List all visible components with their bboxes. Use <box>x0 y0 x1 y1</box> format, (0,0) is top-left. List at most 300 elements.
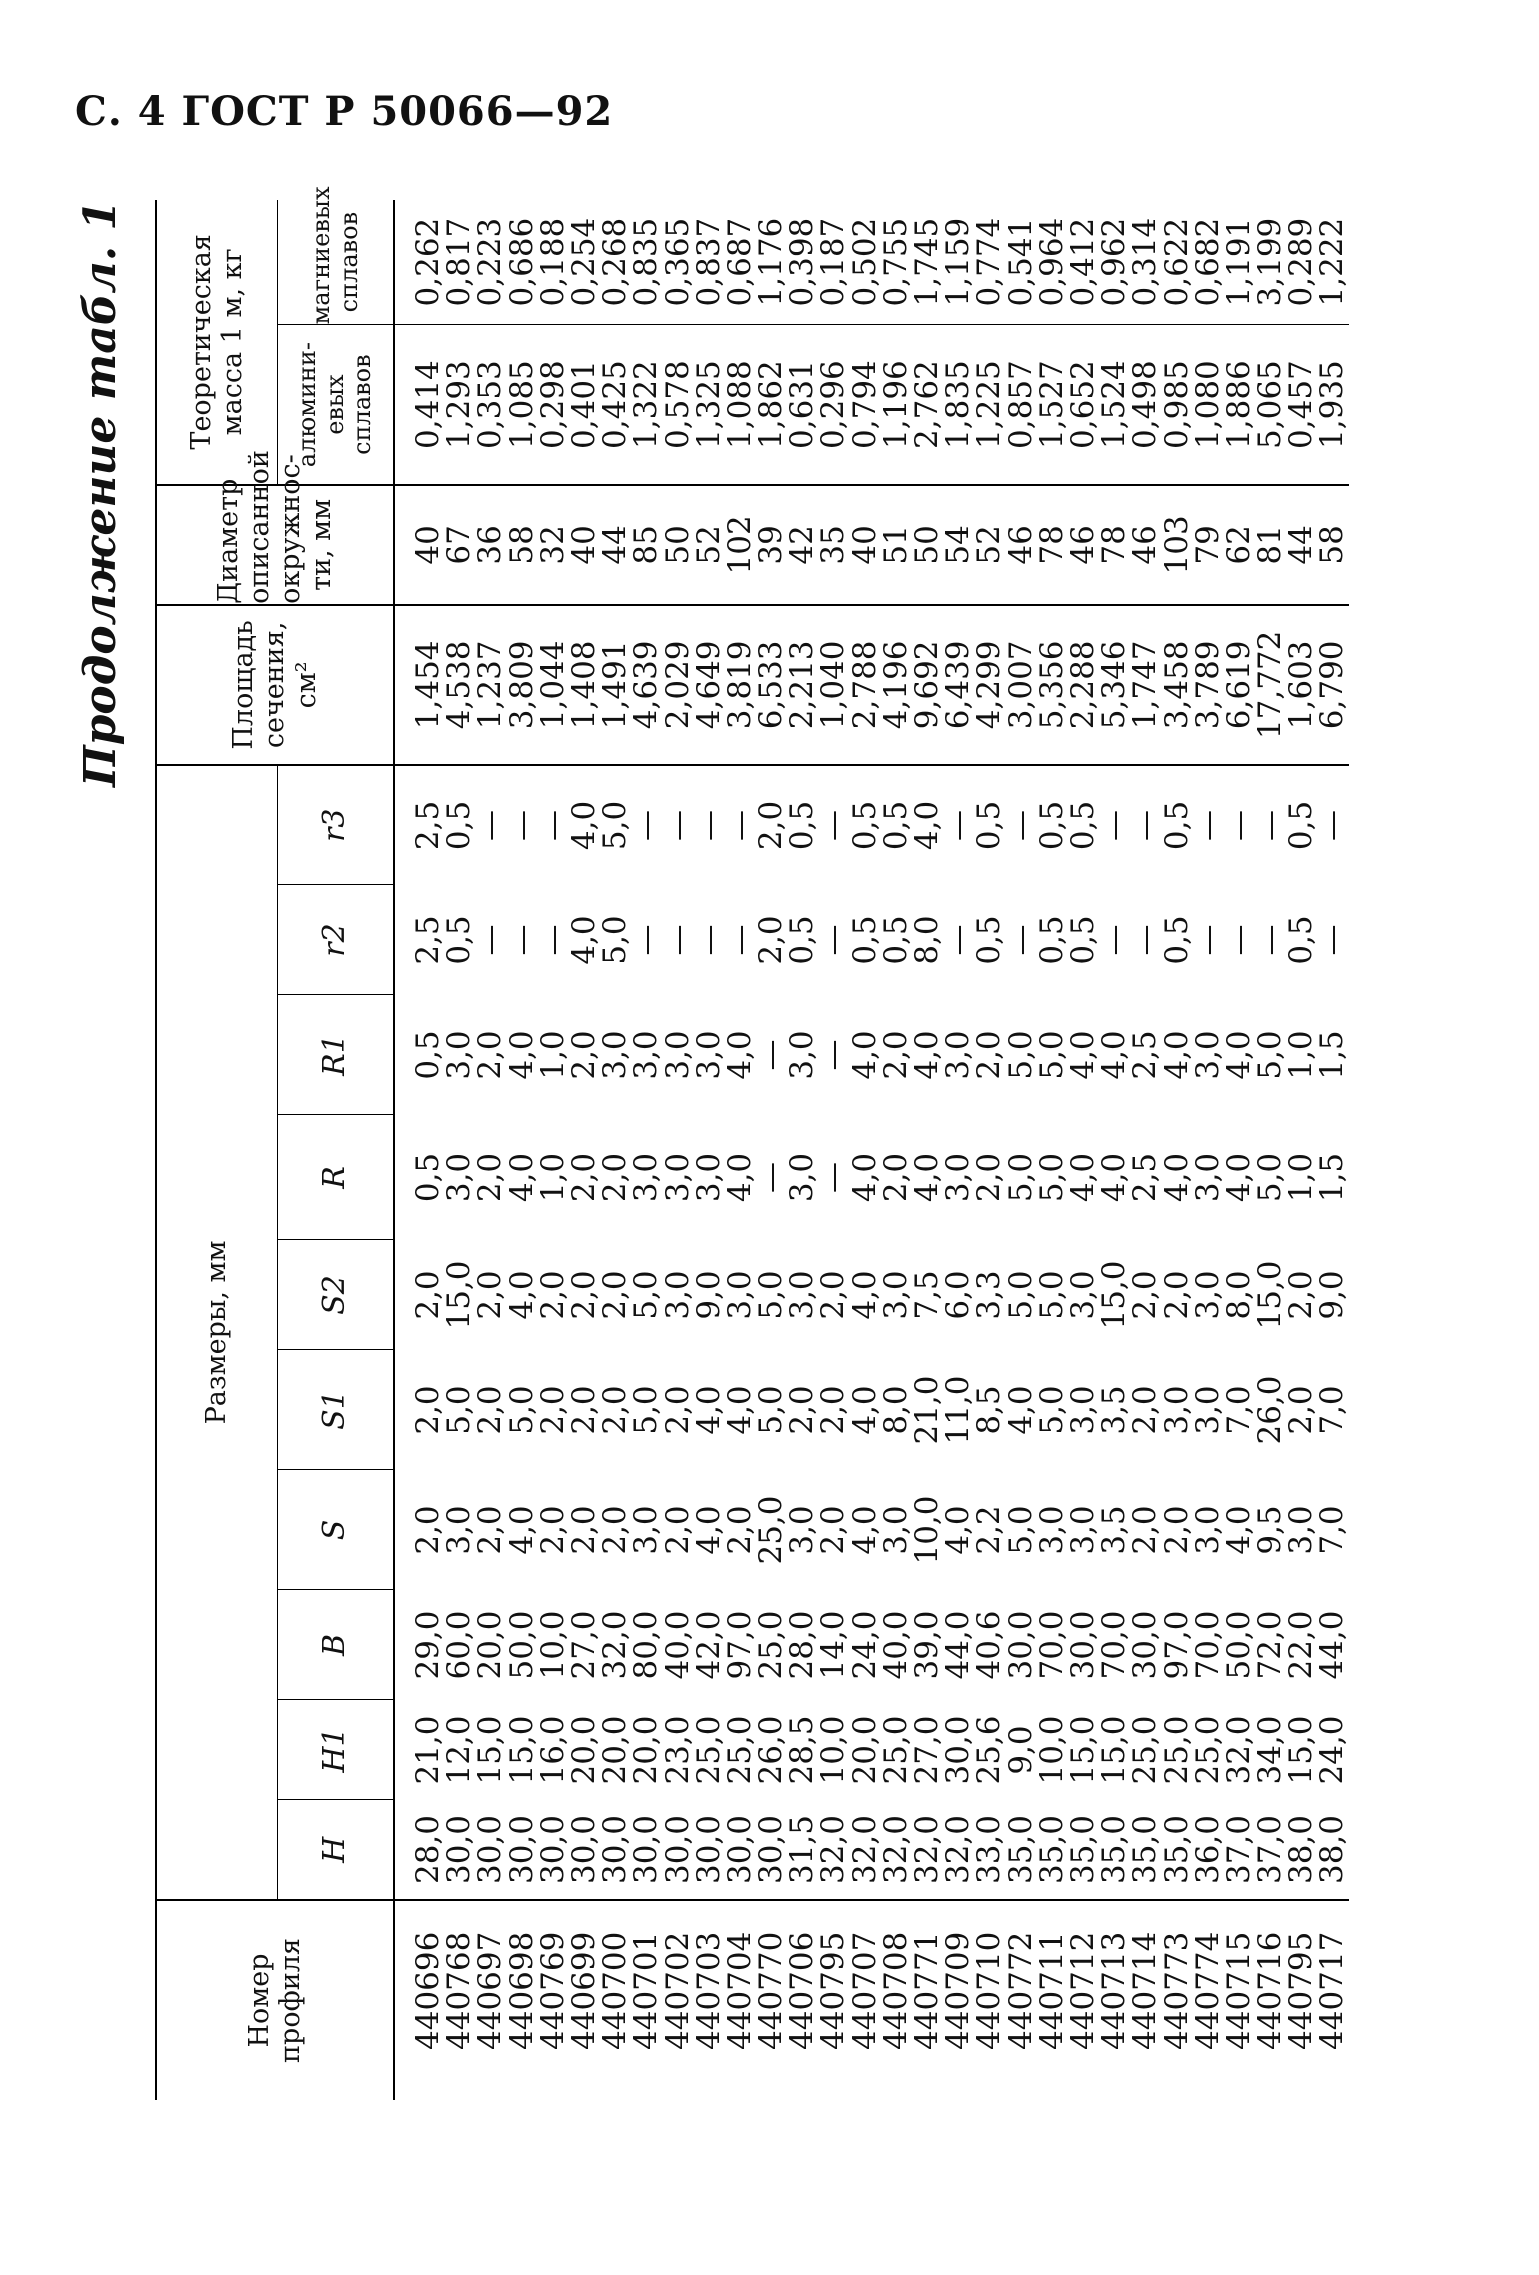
table-cell: 3,0 <box>784 1152 821 1203</box>
header-S1: S1 <box>278 1350 395 1470</box>
table-cell: 5,0 <box>1002 1030 1039 1080</box>
table-cell: 0,5 <box>1283 915 1320 965</box>
table-cell: 21,0 <box>909 1375 945 1445</box>
table-cell: 5,0 <box>1002 1270 1039 1320</box>
table-cell: 440701 <box>628 1931 665 2050</box>
table-cell: 38,0 <box>1314 1814 1351 1885</box>
table-cell: 27,0 <box>909 1715 945 1785</box>
table-cell: 5,0 <box>1033 1152 1070 1203</box>
table-cell: 2,0 <box>410 1505 446 1555</box>
table-cell: 25,0 <box>877 1715 914 1785</box>
table-cell: 2,0 <box>815 1385 852 1435</box>
table-cell: 3,0 <box>1033 1505 1070 1555</box>
table-cell: 3,0 <box>1189 1505 1226 1555</box>
table-cell: 5,356 <box>1033 640 1070 730</box>
table-cell: 4,0 <box>1158 1030 1195 1080</box>
table-cell: 2,0 <box>565 1270 602 1320</box>
table-cell: — <box>1252 924 1289 956</box>
table-cell: 40,0 <box>877 1610 914 1680</box>
table-cell: 97,0 <box>721 1610 758 1680</box>
table-cell: 4,0 <box>1220 1030 1257 1080</box>
table-cell: 39,0 <box>909 1610 945 1680</box>
table-cell: 51 <box>877 525 914 565</box>
table-cell: 25,0 <box>721 1715 758 1785</box>
table-cell: 440769 <box>534 1931 571 2050</box>
table-cell: 3,5 <box>1096 1505 1133 1555</box>
table-cell: 52 <box>971 525 1008 565</box>
table-cell: 3,789 <box>1189 640 1226 730</box>
table-cell: 440768 <box>441 1931 478 2050</box>
header-H: H <box>278 1800 395 1900</box>
table-cell: — <box>721 924 758 956</box>
table-cell: 0,578 <box>659 360 696 449</box>
table-cell: 58 <box>503 525 540 565</box>
table-cell: 2,029 <box>659 640 696 730</box>
table-cell: 440795 <box>815 1931 852 2050</box>
table-cell: 1,5 <box>1314 1030 1351 1080</box>
table-cell: 0,652 <box>1064 360 1101 449</box>
table-cell: 30,0 <box>753 1814 790 1885</box>
table-cell: 4,0 <box>909 1030 945 1080</box>
table-cell: — <box>472 809 509 841</box>
table-cell: 1,176 <box>753 217 790 307</box>
table-cell: 2,0 <box>1158 1505 1195 1555</box>
table-cell: 440702 <box>659 1931 696 2050</box>
table-cell: 0,5 <box>441 800 478 851</box>
table-cell: 440699 <box>565 1931 602 2050</box>
table-cell: — <box>503 809 540 841</box>
table-cell: 3,199 <box>1252 217 1289 307</box>
table-cell: 4,196 <box>877 640 914 730</box>
table-cell: 440710 <box>971 1931 1008 2050</box>
table-cell: 3,0 <box>784 1030 821 1080</box>
column-S1 <box>394 1350 1349 1470</box>
table-cell: 0,631 <box>784 360 821 449</box>
table-cell: — <box>1127 924 1164 956</box>
table-cell: 46 <box>1002 525 1039 565</box>
table-cell: 4,0 <box>1158 1152 1195 1203</box>
table-cell: 4,0 <box>846 1270 883 1320</box>
table-cell: 6,533 <box>753 640 790 730</box>
table-cell: 2,0 <box>1283 1270 1320 1320</box>
table-cell: 36,0 <box>1189 1814 1226 1885</box>
column-R <box>394 1115 1349 1240</box>
table-cell: 3,0 <box>1158 1385 1195 1435</box>
table-cell: 2,5 <box>1127 1152 1164 1203</box>
table-cell: 0,5 <box>410 1030 446 1080</box>
table-cell: 2,0 <box>565 1505 602 1555</box>
table-cell: 17,772 <box>1252 630 1289 740</box>
table-cell: 3,0 <box>1064 1505 1101 1555</box>
table-cell: 1,322 <box>628 360 665 449</box>
column-H1 <box>394 1700 1349 1800</box>
table-cell: 0,425 <box>597 360 634 449</box>
header-dims: Размеры, мм <box>156 765 278 1900</box>
column-r3 <box>394 765 1349 885</box>
table-cell: 11,0 <box>940 1375 977 1445</box>
table-cell: 3,0 <box>1189 1030 1226 1080</box>
table-cell: 1,159 <box>940 217 977 307</box>
table-cell: 4,0 <box>565 800 602 851</box>
table-cell: 3,0 <box>659 1152 696 1203</box>
table-cell: 0,5 <box>1283 800 1320 851</box>
table-cell: 5,0 <box>597 800 634 851</box>
table-cell: 8,5 <box>971 1385 1008 1435</box>
table-cell: 9,0 <box>1002 1725 1039 1775</box>
table-cell: — <box>659 809 696 841</box>
table-cell: — <box>659 924 696 956</box>
table-cell: 50,0 <box>1220 1610 1257 1680</box>
table-cell: 440712 <box>1064 1931 1101 2050</box>
table-cell: 3,0 <box>940 1030 977 1080</box>
table-cell: 2,0 <box>815 1505 852 1555</box>
table-cell: 440711 <box>1033 1931 1070 2050</box>
table-cell: 2,0 <box>1158 1270 1195 1320</box>
table-cell: 5,0 <box>753 1385 790 1435</box>
table-cell: 5,0 <box>441 1385 478 1435</box>
table-cell: 2,0 <box>1127 1270 1164 1320</box>
table-cell: 440717 <box>1314 1931 1351 2050</box>
table-cell: 4,0 <box>1220 1152 1257 1203</box>
table-cell: 0,682 <box>1189 217 1226 307</box>
table-cell: 32,0 <box>597 1610 634 1680</box>
table-cell: 6,0 <box>940 1270 977 1320</box>
table-cell: 2,0 <box>659 1505 696 1555</box>
table-cell: 3,0 <box>690 1152 727 1203</box>
table-cell: 0,5 <box>1158 915 1195 965</box>
column-B <box>394 1590 1349 1700</box>
table-cell: 7,0 <box>1314 1385 1351 1435</box>
table-cell: 34,0 <box>1252 1715 1289 1785</box>
table-cell: 2,5 <box>410 800 446 851</box>
table-cell: 4,0 <box>846 1385 883 1435</box>
table-cell: 2,0 <box>659 1385 696 1435</box>
table-cell: 42,0 <box>690 1610 727 1680</box>
header-aluminium: алюмини-евых сплавов <box>278 325 395 485</box>
table-cell: 0,414 <box>410 360 446 449</box>
table-cell: 15,0 <box>1096 1260 1133 1330</box>
table-cell: 0,457 <box>1283 360 1320 449</box>
table-cell: 30,0 <box>659 1814 696 1885</box>
table-cell: 3,0 <box>659 1270 696 1320</box>
table-cell: 79 <box>1189 525 1226 565</box>
table-cell: 1,044 <box>534 640 571 730</box>
column-magnesium <box>394 200 1349 325</box>
table-cell: 35,0 <box>1158 1814 1195 1885</box>
table-cell: 3,0 <box>940 1152 977 1203</box>
table-cell: 103 <box>1158 515 1195 575</box>
table-cell: 4,0 <box>1096 1030 1133 1080</box>
table-cell: 0,188 <box>534 217 571 307</box>
table-cell: 3,458 <box>1158 640 1195 730</box>
table-cell: 0,541 <box>1002 217 1039 307</box>
table-cell: 36 <box>472 525 509 565</box>
table-cell: 0,498 <box>1127 360 1164 449</box>
table-cell: 29,0 <box>410 1610 446 1680</box>
table-cell: 3,0 <box>784 1505 821 1555</box>
table-cell: 31,5 <box>784 1814 821 1885</box>
table-cell: 33,0 <box>971 1814 1008 1885</box>
table-cell: 2,0 <box>472 1505 509 1555</box>
table-cell: 3,819 <box>721 640 758 730</box>
table-cell: 2,0 <box>472 1270 509 1320</box>
table-cell: 58 <box>1314 525 1351 565</box>
table-cell: 2,0 <box>877 1152 914 1203</box>
table-cell: 0,5 <box>1033 915 1070 965</box>
column-S2 <box>394 1240 1349 1350</box>
table-cell: 1,088 <box>721 360 758 449</box>
table-cell: 0,401 <box>565 360 602 449</box>
table-cell: 4,299 <box>971 640 1008 730</box>
table-cell: 5,0 <box>1002 1152 1039 1203</box>
table-cell: 0,296 <box>815 360 852 449</box>
table-cell: 2,0 <box>971 1152 1008 1203</box>
table-cell: 39 <box>753 525 790 565</box>
table-cell: 25,0 <box>753 1495 790 1565</box>
table-cell: 440703 <box>690 1931 727 2050</box>
header-r3: r3 <box>278 765 395 885</box>
table-cell: 37,0 <box>1252 1814 1289 1885</box>
table-cell: 0,254 <box>565 217 602 307</box>
table-cell: — <box>1220 924 1257 956</box>
table-cell: 26,0 <box>753 1715 790 1785</box>
table-cell: 26,0 <box>1252 1375 1289 1445</box>
table-cell: 1,935 <box>1314 360 1351 449</box>
table-cell: 0,314 <box>1127 217 1164 307</box>
table-cell: 1,0 <box>1283 1152 1320 1203</box>
table-cell: — <box>721 809 758 841</box>
table-cell: 0,817 <box>441 217 478 307</box>
header-area: Площадь сечения, см² <box>156 605 394 765</box>
table-cell: — <box>1314 809 1351 841</box>
table-cell: — <box>1314 924 1351 956</box>
table-cell: 20,0 <box>846 1715 883 1785</box>
column-diameter <box>394 485 1349 605</box>
header-magnesium: магниевых сплавов <box>278 200 395 325</box>
table-cell: 81 <box>1252 525 1289 565</box>
table-cell: 24,0 <box>846 1610 883 1680</box>
table-cell: 0,774 <box>971 217 1008 307</box>
table-cell: 70,0 <box>1096 1610 1133 1680</box>
table-cell: 21,0 <box>410 1715 446 1785</box>
table-cell: 2,0 <box>565 1152 602 1203</box>
table-cell: 0,5 <box>971 915 1008 965</box>
table-cell: 1,293 <box>441 360 478 449</box>
table-cell: 0,365 <box>659 217 696 307</box>
table-cell: — <box>1220 809 1257 841</box>
table-cell: — <box>1096 809 1133 841</box>
table-cell: 1,835 <box>940 360 977 449</box>
table-cell: 70,0 <box>1033 1610 1070 1680</box>
table-cell: 0,964 <box>1033 217 1070 307</box>
table-cell: 1,491 <box>597 640 634 730</box>
table-cell: 15,0 <box>441 1260 478 1330</box>
table-cell: — <box>940 809 977 841</box>
table-cell: 440770 <box>753 1931 790 2050</box>
table-cell: 15,0 <box>503 1715 540 1785</box>
table-cell: 0,298 <box>534 360 571 449</box>
table-cell: — <box>815 1039 852 1071</box>
table-cell: 30,0 <box>472 1814 509 1885</box>
table-cell: — <box>1096 924 1133 956</box>
column-r2 <box>394 885 1349 995</box>
table-cell: 4,0 <box>1064 1030 1101 1080</box>
table-cell: 5,065 <box>1252 360 1289 449</box>
table-cell: 8,0 <box>909 915 945 965</box>
table-cell: 1,747 <box>1127 640 1164 730</box>
table-cell: — <box>628 809 665 841</box>
table-cell: 0,686 <box>503 217 540 307</box>
table-cell: 14,0 <box>815 1610 852 1680</box>
table-cell: 6,439 <box>940 640 977 730</box>
table-cell: 2,0 <box>565 1030 602 1080</box>
table-cell: 40 <box>565 525 602 565</box>
table-cell: 2,762 <box>909 360 945 449</box>
table-cell: 30,0 <box>503 1814 540 1885</box>
column-profile <box>394 1900 1349 2100</box>
table-cell: 5,0 <box>597 915 634 965</box>
table-cell: 3,0 <box>441 1030 478 1080</box>
table-cell: 40,0 <box>659 1610 696 1680</box>
table-cell: 32,0 <box>909 1814 945 1885</box>
table-cell: — <box>1189 924 1226 956</box>
table-cell: 6,790 <box>1314 640 1351 730</box>
table-cell: 24,0 <box>1314 1715 1351 1785</box>
table-cell: 10,0 <box>1033 1715 1070 1785</box>
table-cell: 3,5 <box>1096 1385 1133 1435</box>
table-cell: 30,0 <box>565 1814 602 1885</box>
table-cell: 4,649 <box>690 640 727 730</box>
column-aluminium <box>394 325 1349 485</box>
continuation-title: Продолжение табл. 1 <box>75 200 126 787</box>
table-cell: 0,5 <box>1064 915 1101 965</box>
table-cell: 4,0 <box>503 1505 540 1555</box>
table-cell: 1,0 <box>1283 1030 1320 1080</box>
table-cell: 72,0 <box>1252 1610 1289 1680</box>
table-cell: 30,0 <box>534 1814 571 1885</box>
table-cell: 30,0 <box>690 1814 727 1885</box>
table-cell: 440714 <box>1127 1931 1164 2050</box>
table-cell: 440700 <box>597 1931 634 2050</box>
table-cell: 54 <box>940 525 977 565</box>
table-cell: 4,0 <box>940 1505 977 1555</box>
table-cell: 2,0 <box>971 1030 1008 1080</box>
table-cell: 5,0 <box>503 1385 540 1435</box>
table-cell: 0,5 <box>441 915 478 965</box>
table-cell: 2,2 <box>971 1505 1008 1555</box>
table-cell: 4,0 <box>909 800 945 851</box>
table-cell: 2,0 <box>534 1385 571 1435</box>
table-cell: 440713 <box>1096 1931 1133 2050</box>
table-cell: 2,0 <box>534 1505 571 1555</box>
column-H <box>394 1800 1349 1900</box>
table-cell: 15,0 <box>1064 1715 1101 1785</box>
table-cell: 0,794 <box>846 360 883 449</box>
profiles-table <box>155 186 1351 2100</box>
table-cell: 20,0 <box>597 1715 634 1785</box>
table-cell: 9,5 <box>1252 1505 1289 1555</box>
table-cell: 3,0 <box>877 1505 914 1555</box>
table-cell: 102 <box>721 515 758 575</box>
table-cell: 2,0 <box>1127 1385 1164 1435</box>
table-cell: 0,5 <box>784 915 821 965</box>
table-cell: 3,0 <box>690 1030 727 1080</box>
table-cell: — <box>628 924 665 956</box>
table-cell: 52 <box>690 525 727 565</box>
table-cell: 440772 <box>1002 1931 1039 2050</box>
table-cell: 5,0 <box>1033 1270 1070 1320</box>
table-cell: 3,0 <box>597 1030 634 1080</box>
table-cell: 3,0 <box>784 1270 821 1320</box>
table-cell: 3,0 <box>1283 1505 1320 1555</box>
table-cell: 46 <box>1127 525 1164 565</box>
table-cell: 10,0 <box>909 1495 945 1565</box>
table-cell: 440771 <box>909 1931 945 2050</box>
table-cell: 25,0 <box>1127 1715 1164 1785</box>
table-cell: 35,0 <box>1033 1814 1070 1885</box>
table-cell: 2,0 <box>597 1270 634 1320</box>
header-R1: R1 <box>278 995 395 1115</box>
table-cell: 440795 <box>1283 1931 1320 2050</box>
table-cell: 440698 <box>503 1931 540 2050</box>
table-cell: 0,223 <box>472 217 509 307</box>
table-cell: — <box>472 924 509 956</box>
header-B: B <box>278 1590 395 1700</box>
table-cell: 32,0 <box>815 1814 852 1885</box>
table-cell: 37,0 <box>1220 1814 1257 1885</box>
table-cell: 2,0 <box>534 1270 571 1320</box>
table-cell: 10,0 <box>815 1715 852 1785</box>
table-cell: 25,0 <box>1158 1715 1195 1785</box>
table-cell: 2,788 <box>846 640 883 730</box>
table-cell: 8,0 <box>877 1385 914 1435</box>
table-cell: 4,639 <box>628 640 665 730</box>
table-cell: 44 <box>1283 525 1320 565</box>
table-cell: 1,080 <box>1189 360 1226 449</box>
table-cell: 5,0 <box>753 1270 790 1320</box>
table-cell: — <box>534 924 571 956</box>
header-R: R <box>278 1115 395 1240</box>
header-S2: S2 <box>278 1240 395 1350</box>
table-cell: 440696 <box>410 1931 446 2050</box>
table-cell: 20,0 <box>472 1610 509 1680</box>
table-cell: 0,5 <box>1064 800 1101 851</box>
table-cell: 4,0 <box>690 1505 727 1555</box>
header-diameter: Диаметр описанной окружнос-ти, мм <box>156 485 394 605</box>
table-cell: 97,0 <box>1158 1610 1195 1680</box>
table-cell: 2,0 <box>784 1385 821 1435</box>
table-cell: 0,262 <box>410 217 446 307</box>
table-cell: 1,745 <box>909 217 945 307</box>
table-cell: 5,0 <box>1033 1030 1070 1080</box>
table-cell: 2,0 <box>1127 1505 1164 1555</box>
table-cell: 7,0 <box>1220 1385 1257 1435</box>
table-cell: 3,007 <box>1002 640 1039 730</box>
table-cell: 1,196 <box>877 360 914 449</box>
table-cell: 440715 <box>1220 1931 1257 2050</box>
table-cell: 15,0 <box>1283 1715 1320 1785</box>
table-cell: 1,0 <box>534 1030 571 1080</box>
header-mass: Теоретическая масса 1 м, кг <box>156 200 278 485</box>
table-cell: 4,0 <box>846 1505 883 1555</box>
table-cell: 15,0 <box>1252 1260 1289 1330</box>
table-cell: 4,0 <box>846 1152 883 1203</box>
table-cell: 1,5 <box>1314 1152 1351 1203</box>
table-cell: 78 <box>1096 525 1133 565</box>
table-cell: 440707 <box>846 1931 883 2050</box>
table-cell: 15,0 <box>472 1715 509 1785</box>
table-body-row <box>394 200 1349 2100</box>
